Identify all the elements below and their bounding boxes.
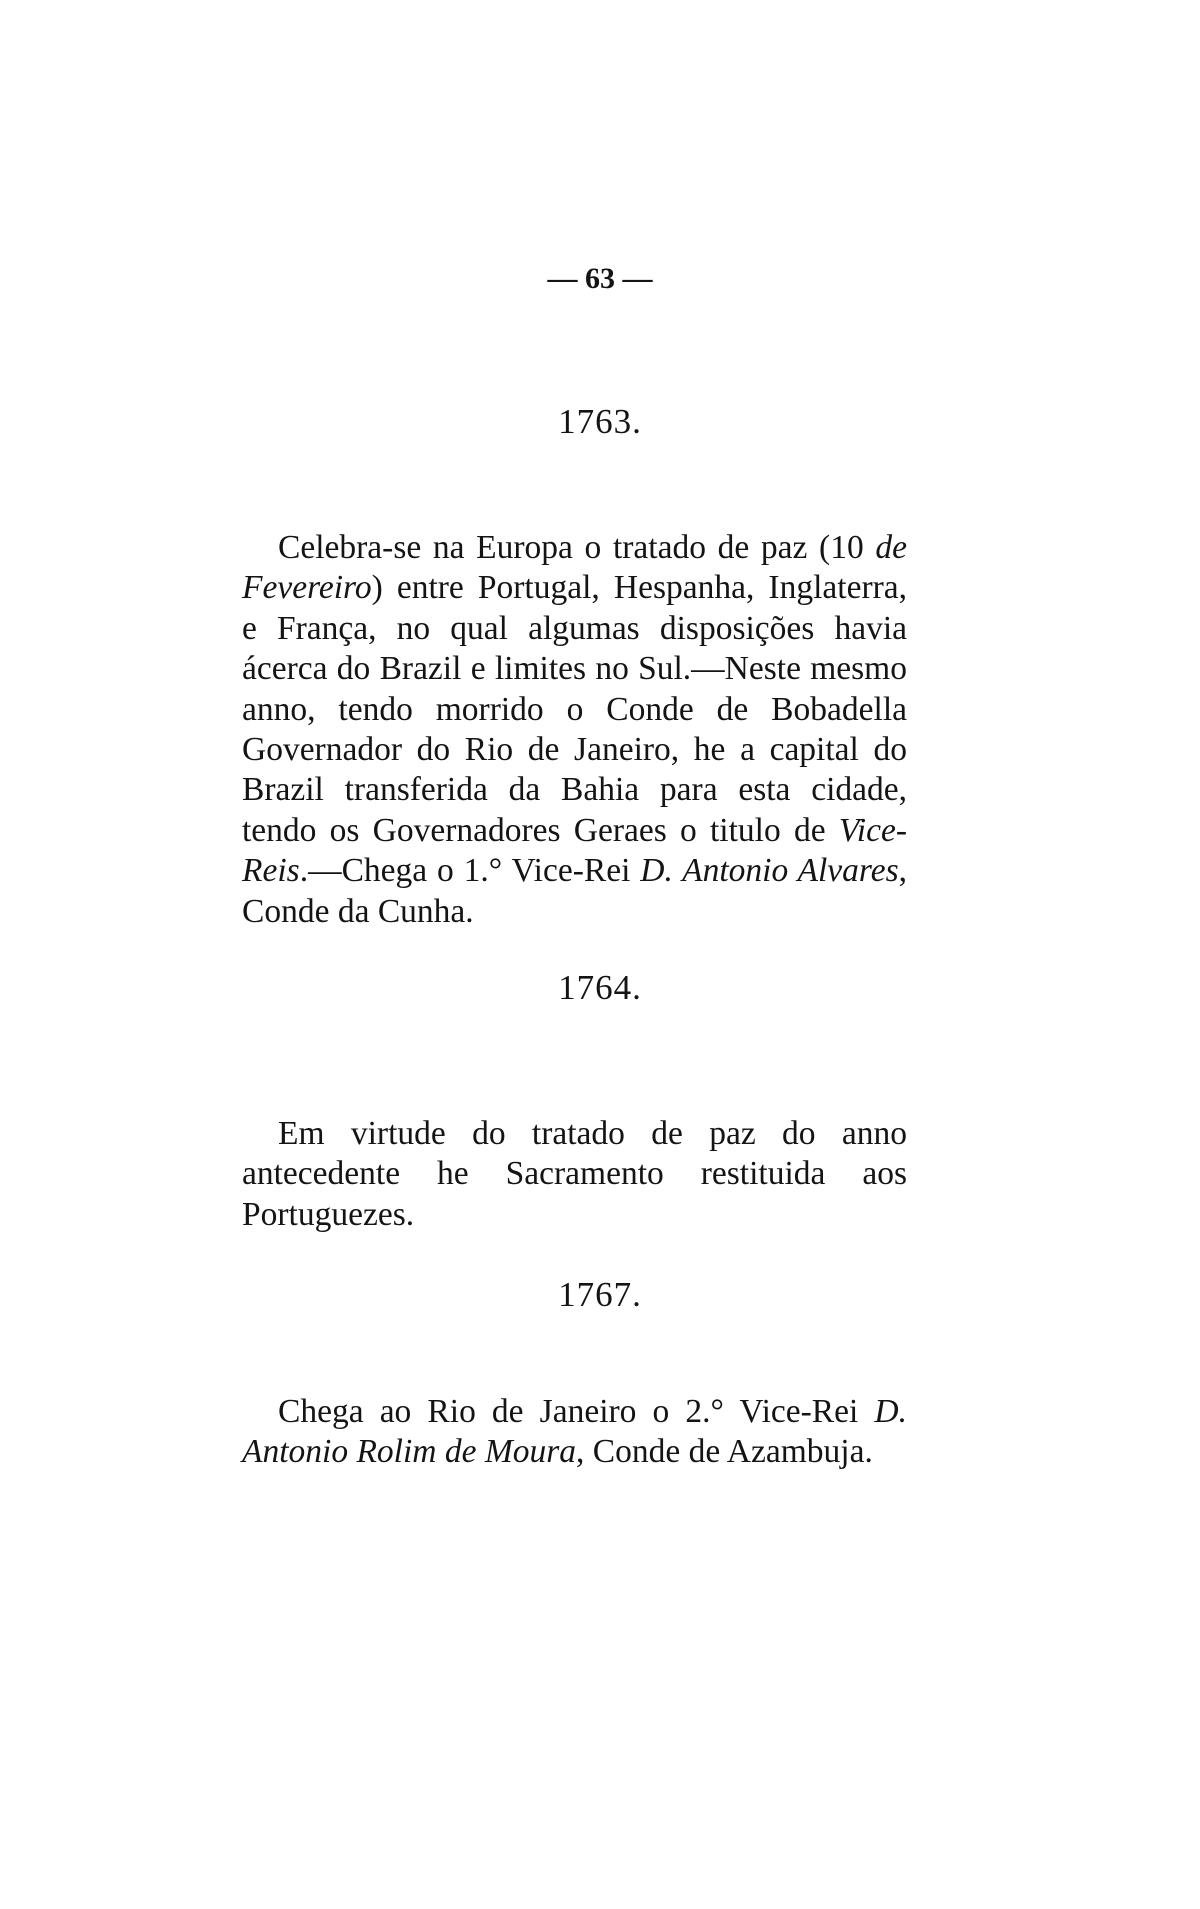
text-run-italic: de Fevereiro bbox=[242, 529, 907, 607]
year-heading-1763: 1763. bbox=[558, 402, 642, 441]
year-heading-1767: 1767. bbox=[558, 1275, 642, 1314]
paragraph-text bbox=[242, 528, 907, 932]
paragraph-1763 bbox=[242, 528, 907, 932]
text-run: , Conde de Azambuja. bbox=[576, 1433, 873, 1471]
text-run-italic: D. Antonio Rolim de Moura bbox=[242, 1393, 907, 1471]
page-number: — 63 — bbox=[547, 262, 653, 295]
text-run-italic: D. Antonio Alvares bbox=[640, 852, 899, 890]
year-heading-1764: 1764. bbox=[558, 968, 642, 1007]
text-run: Celebra-se na Europa o tratado de paz (10 bbox=[278, 529, 876, 566]
paragraph-text bbox=[242, 1392, 907, 1473]
paragraph-text: Em virtude do tratado de paz do anno antecedente he Sacramento restituida aos Portuguezes. bbox=[242, 1115, 907, 1233]
text-run: Chega ao Rio de Janeiro o 2.° Vice-Rei bbox=[278, 1393, 875, 1430]
paragraph-1764 bbox=[242, 1114, 907, 1235]
paragraph-1767 bbox=[242, 1392, 907, 1473]
text-run: ) entre Portugal, Hespanha, Inglaterra, e França, no qual algumas disposições havia ácerca do Brazil e limites no Sul.—Neste mesmo anno, tendo morrido o Conde de Bobadella Governador do Rio de Janeiro, he a capital do Brazil transferida da Bahia para esta cidade, tendo os Governadores Geraes o titulo de bbox=[242, 569, 907, 849]
text-run-italic: Vice-Reis bbox=[242, 811, 907, 890]
text-run: , Conde da Cunha. bbox=[242, 852, 907, 930]
text-run: .—Chega o 1.° Vice-Rei bbox=[299, 852, 641, 890]
